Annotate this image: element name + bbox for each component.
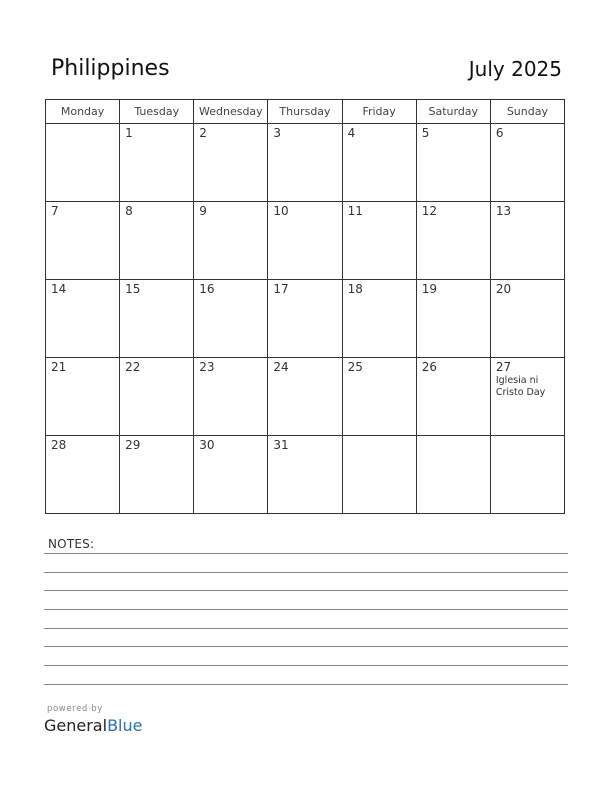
day-number: 29 [125, 438, 141, 452]
day-number: 18 [347, 282, 363, 296]
calendar-grid [45, 99, 565, 514]
day-cell [490, 436, 564, 514]
day-number: 2 [199, 126, 207, 140]
week-row [46, 280, 565, 358]
note-line [44, 572, 568, 573]
weekday-thursday: Thursday [268, 100, 342, 124]
day-cell [342, 280, 416, 358]
brand-blue-text: Blue [107, 716, 143, 735]
day-cell [46, 202, 120, 280]
day-number: 11 [347, 204, 363, 218]
day-cell [120, 124, 194, 202]
day-number: 14 [51, 282, 67, 296]
weekday-friday: Friday [342, 100, 416, 124]
day-cell [268, 436, 342, 514]
day-number: 22 [125, 360, 141, 374]
powered-by-text: powered by [47, 704, 103, 714]
day-cell [194, 280, 268, 358]
day-cell [194, 124, 268, 202]
note-line [44, 665, 568, 666]
day-number: 21 [51, 360, 67, 374]
weekday-header-row [46, 100, 565, 124]
note-line [44, 628, 568, 629]
day-cell [120, 202, 194, 280]
day-number: 5 [421, 126, 430, 140]
day-number [343, 436, 416, 438]
day-cell [46, 436, 120, 514]
day-number: 6 [495, 126, 504, 140]
day-cell [490, 202, 564, 280]
day-cell [342, 124, 416, 202]
note-line [44, 609, 568, 610]
note-line [44, 590, 568, 591]
day-cell [416, 202, 490, 280]
day-number: 24 [273, 360, 289, 374]
week-row [46, 436, 565, 514]
day-cell [120, 280, 194, 358]
day-number: 15 [125, 282, 141, 296]
month-title: July 2025 [468, 57, 562, 81]
day-cell [490, 280, 564, 358]
day-cell [120, 436, 194, 514]
day-number: 9 [199, 204, 207, 218]
country-title: Philippines [51, 56, 170, 81]
day-cell [342, 202, 416, 280]
weekday-saturday: Saturday [416, 100, 490, 124]
day-number: 31 [273, 438, 289, 452]
day-cell [194, 202, 268, 280]
day-number: 28 [51, 438, 67, 452]
day-cell [46, 358, 120, 436]
day-number: 27 [495, 360, 512, 374]
day-cell [46, 280, 120, 358]
day-number: 19 [421, 282, 437, 296]
day-number: 26 [421, 360, 437, 374]
day-cell [268, 124, 342, 202]
day-cell [490, 124, 564, 202]
week-row [46, 358, 565, 436]
note-line [44, 553, 568, 554]
weekday-tuesday: Tuesday [120, 100, 194, 124]
day-number: 25 [347, 360, 363, 374]
day-number: 30 [199, 438, 215, 452]
day-cell [490, 358, 564, 436]
brand-general-text: General [44, 716, 108, 735]
day-number: 10 [273, 204, 289, 218]
day-cell [416, 124, 490, 202]
day-number: 3 [273, 126, 282, 140]
day-number [46, 124, 119, 126]
day-number: 8 [125, 204, 133, 218]
weekday-wednesday: Wednesday [194, 100, 268, 124]
day-cell [416, 436, 490, 514]
day-cell [342, 436, 416, 514]
holiday-label: Iglesia ni Cristo Day [495, 375, 546, 398]
day-cell [342, 358, 416, 436]
day-cell [120, 358, 194, 436]
note-line [44, 646, 568, 647]
day-cell [268, 280, 342, 358]
day-number: 20 [495, 282, 512, 296]
note-line [44, 684, 568, 685]
day-number: 23 [199, 360, 215, 374]
day-number: 7 [51, 204, 59, 218]
day-cell [268, 358, 342, 436]
day-cell [416, 358, 490, 436]
day-number: 12 [421, 204, 437, 218]
week-row [46, 124, 565, 202]
notes-label: NOTES: [48, 537, 95, 551]
day-number: 17 [273, 282, 289, 296]
day-cell [416, 280, 490, 358]
day-number: 13 [495, 204, 512, 218]
weekday-sunday: Sunday [490, 100, 564, 124]
weekday-monday: Monday [46, 100, 120, 124]
day-number: 1 [125, 126, 133, 140]
day-number: 16 [199, 282, 215, 296]
week-row [46, 202, 565, 280]
day-cell [194, 358, 268, 436]
day-number [417, 436, 490, 438]
day-cell [194, 436, 268, 514]
brand-logo [44, 716, 142, 735]
day-number [491, 436, 564, 438]
day-number: 4 [347, 126, 356, 140]
day-cell [268, 202, 342, 280]
day-cell [46, 124, 120, 202]
